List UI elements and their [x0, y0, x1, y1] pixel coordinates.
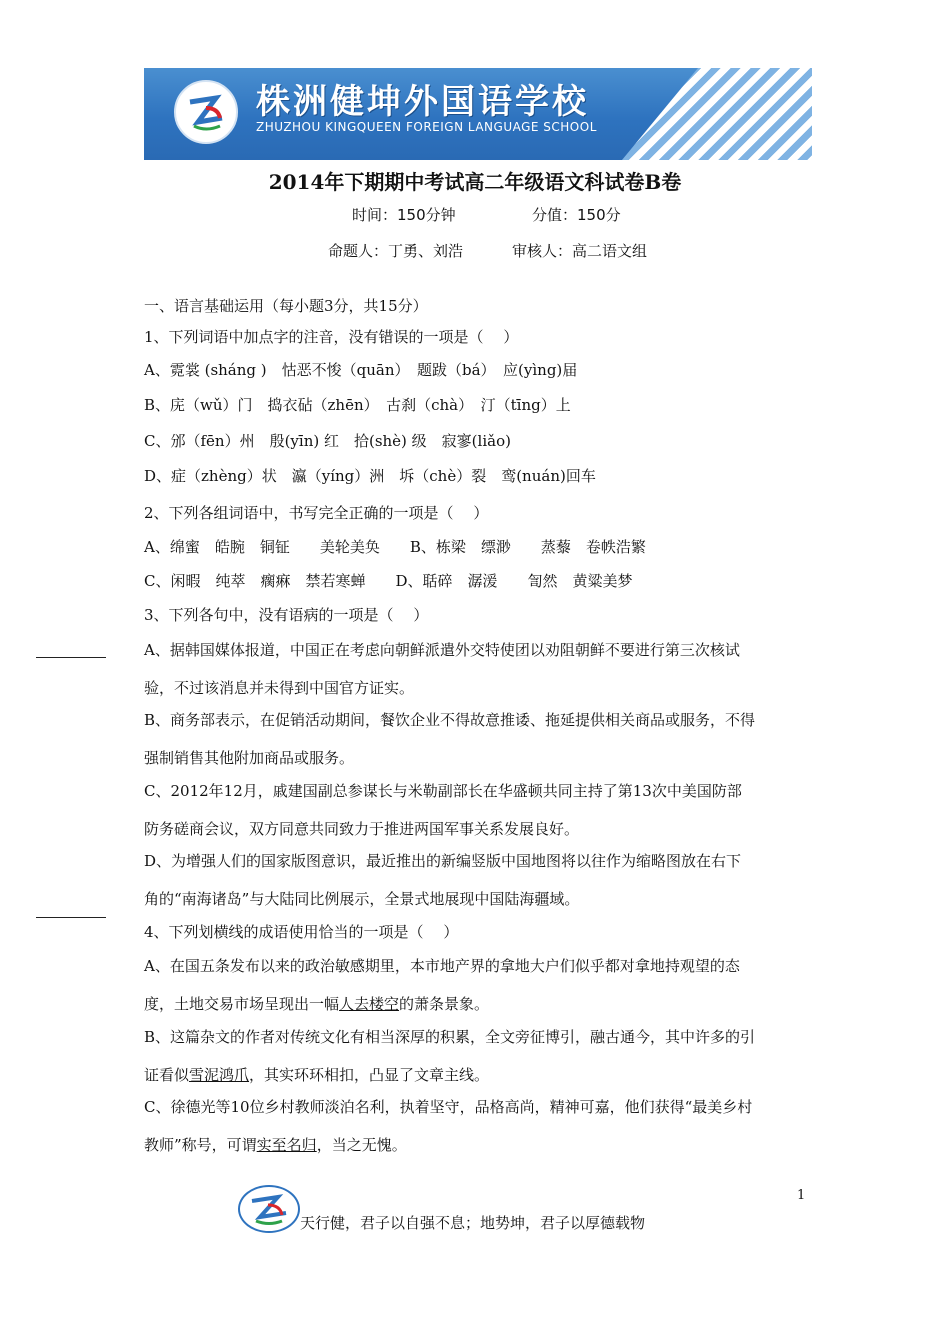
underlined-idiom: 人去楼空 [339, 995, 400, 1013]
underlined-idiom: 实至名归 [256, 1136, 317, 1154]
text: ，其实环环相扣，凸显了文章主线。 [249, 1066, 490, 1084]
q1-option-a: A、霓裳 (sháng ) 怙恶不悛（quān） 题跋（bá） 应(yìng)届 [144, 361, 578, 379]
footer-logo [238, 1185, 300, 1233]
q4-option-b-line2 [144, 1064, 489, 1085]
banner-decoration [622, 68, 812, 160]
question-3-stem: 3、下列各句中，没有语病的一项是（ ） [144, 606, 429, 624]
q1-option-b: B、庑（wǔ）门 捣衣砧（zhēn） 古刹（chà） 汀（tīng）上 [144, 396, 571, 414]
q1-option-d: D、症（zhèng）状 瀛（yíng）洲 坼（chè）裂 鸾(nuán)回车 [144, 467, 596, 485]
text: 教师”称号，可谓 [144, 1136, 257, 1154]
text: 证看似 [144, 1066, 190, 1084]
exam-title: 2014年下期期中考试高二年级语文科试卷B卷 [268, 170, 682, 194]
q4-option-c-line2 [144, 1134, 407, 1155]
school-banner [144, 68, 812, 160]
text: ，当之无愧。 [316, 1136, 407, 1154]
page-number: 1 [797, 1188, 806, 1203]
school-logo [174, 80, 238, 144]
margin-rule [36, 657, 106, 658]
q2-options-ab: A、绵蜜 皓腕 铜钲 美轮美奂 B、栋梁 缥渺 蒸藜 卷帙浩繁 [144, 538, 646, 556]
q3-option-d-line1: D、为增强人们的国家版图意识，最近推出的新编竖版中国地图将以往作为缩略图放在右下 [144, 852, 742, 870]
q3-option-c-line1: C、2012年12月，戚建国副总参谋长与米勒副部长在华盛顿共同主持了第13次中美国防部 [144, 782, 742, 800]
q4-option-b-line1: B、这篇杂文的作者对传统文化有相当深厚的积累，全文旁征博引，融古通今，其中许多的引 [144, 1028, 756, 1046]
text: 度，土地交易市场呈现出一幅 [144, 995, 340, 1013]
exam-score: 分值：150分 [532, 206, 621, 224]
q1-option-c: C、邠（fēn）州 殷(yīn) 红 拾(shè) 级 寂寥(liǎo) [144, 432, 511, 450]
text: 的萧条景象。 [399, 995, 490, 1013]
q4-option-a-line1: A、在国五条发布以来的政治敏感期里，本市地产界的拿地大户们似乎都对拿地持观望的态 [144, 957, 740, 975]
question-1-stem: 1、下列词语中加点字的注音，没有错误的一项是（ ） [144, 328, 519, 346]
footer-motto: 天行健，君子以自强不息；地势坤，君子以厚德载物 [300, 1214, 646, 1232]
q3-option-a-line2: 验，不过该消息并未得到中国官方证实。 [144, 679, 415, 697]
q2-options-cd: C、闲暇 纯萃 瘸痳 禁若寒蝉 D、聒碎 潺湲 訇然 黄粱美梦 [144, 572, 633, 590]
margin-rule [36, 917, 106, 918]
question-4-stem: 4、下列划横线的成语使用恰当的一项是（ ） [144, 923, 459, 941]
school-name-cn: 株洲健坤外国语学校 [256, 82, 589, 122]
q3-option-d-line2: 角的“南海诸岛”与大陆同比例展示，全景式地展现中国陆海疆域。 [144, 890, 580, 908]
exam-time: 时间：150分钟 [352, 206, 456, 224]
q3-option-b-line2: 强制销售其他附加商品或服务。 [144, 749, 355, 767]
q3-option-b-line1: B、商务部表示，在促销活动期间，餐饮企业不得故意推诿、拖延提供相关商品或服务，不得 [144, 711, 756, 729]
q3-option-c-line2: 防务磋商会议，双方同意共同致力于推进两国军事关系发展良好。 [144, 820, 580, 838]
exam-reviewer: 审核人：高二语文组 [512, 242, 648, 260]
question-2-stem: 2、下列各组词语中，书写完全正确的一项是（ ） [144, 504, 489, 522]
section-heading: 一、语言基础运用（每小题3分，共15分） [144, 297, 428, 315]
school-name-en: ZHUZHOU KINGQUEEN FOREIGN LANGUAGE SCHOOL [256, 120, 597, 134]
exam-setter: 命题人：丁勇、刘浩 [328, 242, 464, 260]
q4-option-a-line2 [144, 993, 489, 1014]
q3-option-a-line1: A、据韩国媒体报道，中国正在考虑向朝鲜派遣外交特使团以劝阻朝鲜不要进行第三次核试 [144, 641, 740, 659]
q4-option-c-line1: C、徐德光等10位乡村教师淡泊名利，执着坚守，品格高尚，精神可嘉，他们获得“最美乡村 [144, 1098, 753, 1116]
underlined-idiom: 雪泥鸿爪 [189, 1066, 250, 1084]
